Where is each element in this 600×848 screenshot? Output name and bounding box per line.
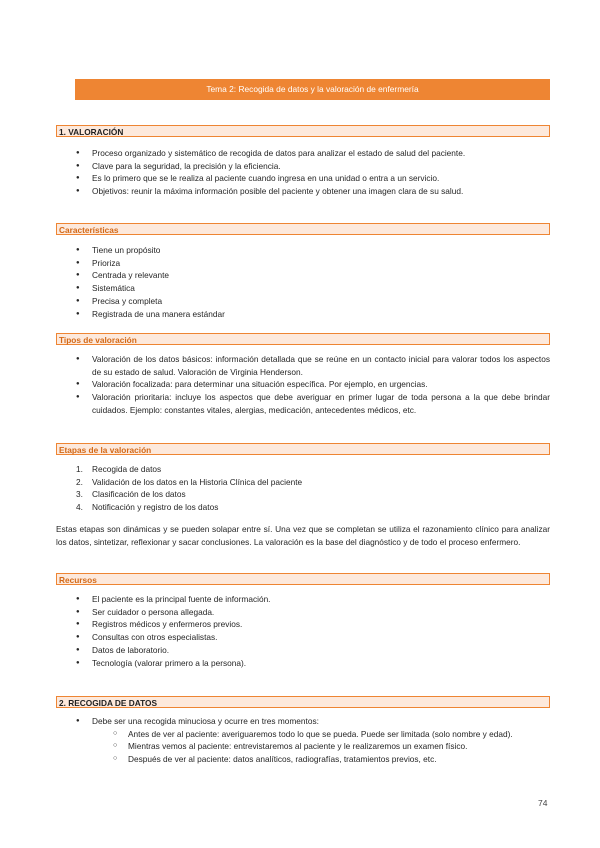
section-recursos [56, 573, 550, 669]
list-item: ● Tiene un propósito [56, 244, 550, 257]
list-item: ● Registrada de una manera estándar [56, 308, 550, 321]
list-item: ● Valoración prioritaria: incluye los aspectos que debe averiguar en primer lugar de toda persona a la que debe brindar cuidados. Ejemplo: constantes vitales, alergias, medicación, antecedentes médicos, etc. [56, 391, 550, 416]
section-heading: 2. RECOGIDA DE DATOS [56, 696, 550, 708]
list-item: ● Registros médicos y enfermeros previos. [56, 618, 550, 631]
list-item: ● Tecnología (valorar primero a la persona). [56, 657, 550, 670]
list-item: 4. Notificación y registro de los datos [76, 502, 219, 513]
section-tipos-valoracion [56, 333, 550, 417]
list-item: ● Datos de laboratorio. [56, 644, 550, 657]
sub-list-item: ○ Después de ver al paciente: datos analíticos, radiografías, tratamientos previos, etc. [56, 753, 550, 766]
section-heading: Tipos de valoración [56, 333, 550, 345]
list-item: 2. Validación de los datos en la Historia Clínica del paciente [76, 476, 303, 487]
list-item: ● Proceso organizado y sistemático de recogida de datos para analizar el estado de salud del paciente. [56, 147, 550, 160]
list-item: ● Sistemática [56, 282, 550, 295]
list-item: ● Objetivos: reunir la máxima información posible del paciente y obtener una imagen clara de su salud. [56, 185, 550, 198]
etapas-paragraph: Estas etapas son dinámicas y se pueden solapar entre sí. Una vez que se completan se utiliza el razonamiento clínico para analizar los datos, sintetizar, reflexionar y sacar conclusiones. La valoración es la base del diagnóstico y de todo el proceso enfermero. [56, 523, 550, 547]
list-item: ● Ser cuidador o persona allegada. [56, 606, 550, 619]
section-heading: 1. VALORACIÓN [56, 125, 550, 137]
list-item: ● El paciente es la principal fuente de información. [56, 593, 550, 606]
list-item: ● Centrada y relevante [56, 269, 550, 282]
sub-list [56, 728, 550, 766]
bullet-list [56, 244, 550, 320]
page-number: 74 [538, 798, 548, 808]
bullet-list [56, 353, 550, 417]
list-item: ● Debe ser una recogida minuciosa y ocurre en tres momentos: [56, 715, 550, 728]
sub-list-item: ○ Antes de ver al paciente: averiguaremos todo lo que se pueda. Puede ser limitada (solo nombre y edad). [56, 728, 550, 741]
bullet-list [56, 715, 550, 728]
section-caracteristicas [56, 223, 550, 320]
list-item: ● Valoración de los datos básicos: información detallada que se reúne en un contacto inicial para valorar todos los aspectos de su estado de salud. Valoración de Virginia Henderson. [56, 353, 550, 378]
list-item: ● Es lo primero que se le realiza al paciente cuando ingresa en una unidad o entra a un servicio. [56, 172, 550, 185]
bullet-list [56, 593, 550, 669]
section-heading: Recursos [56, 573, 550, 585]
list-item: ● Consultas con otros especialistas. [56, 631, 550, 644]
section-heading: Etapas de la valoración [56, 443, 550, 455]
section-recogida-datos [56, 696, 550, 766]
list-item: 1. Recogida de datos [76, 464, 162, 474]
sub-list-item: ○ Mientras vemos al paciente: entrevistaremos al paciente y le realizaremos un examen físico. [56, 740, 550, 753]
section-etapas [56, 443, 550, 549]
bullet-list [56, 147, 550, 198]
list-item: 3. Clasificación de los datos [76, 489, 186, 500]
list-item: ● Clave para la seguridad, la precisión y la eficiencia. [56, 160, 550, 173]
section-heading: Características [56, 223, 550, 235]
list-item: ● Precisa y completa [56, 295, 550, 308]
section-valoracion [56, 125, 550, 198]
list-item: ● Valoración focalizada: para determinar una situación específica. Por ejemplo, en urgencias. [56, 378, 550, 391]
topic-banner: Tema 2: Recogida de datos y la valoración de enfermería [75, 79, 550, 100]
numbered-list [56, 463, 550, 514]
list-item: ● Prioriza [56, 257, 550, 270]
